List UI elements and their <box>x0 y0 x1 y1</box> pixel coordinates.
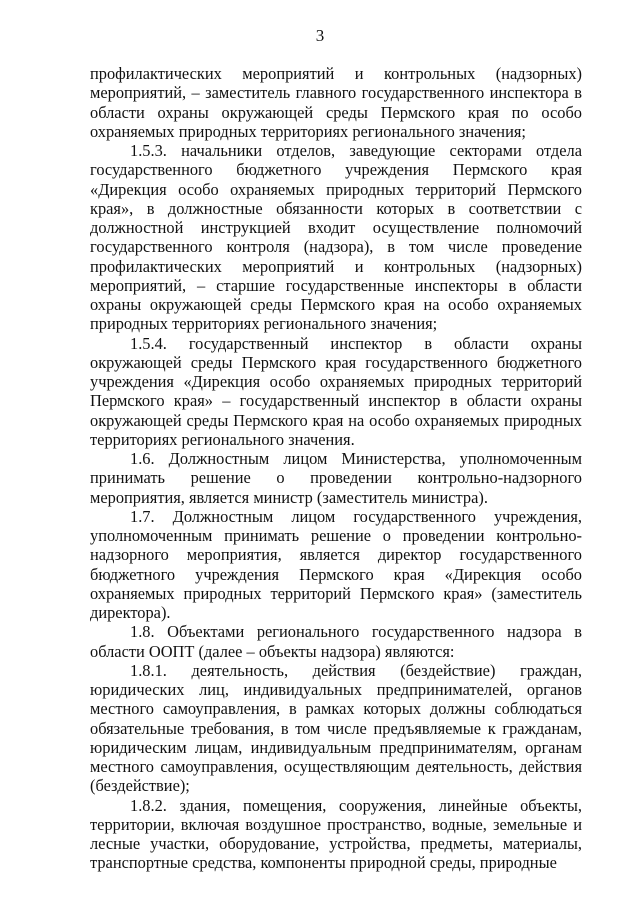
paragraph-1-5-3: 1.5.3. начальники отделов, заведующие секторами отдела государственного бюджетного учреждения Пермского края «Дирекция особо охраняемых природных территорий Пермского края», в должностные обязанности которых в соответствии с должностной инструкцией входит осуществление полномочий государственного контроля (надзора), в том числе проведение профилактических мероприятий и контрольных (надзорных) мероприятий, – старшие государственные инспекторы в области охраны окружающей среды Пермского края на особо охраняемых природных территориях регионального значения; <box>90 141 582 334</box>
document-body <box>90 64 582 873</box>
paragraph-1-8: 1.8. Объектами регионального государственного надзора в области ООПТ (далее – объекты надзора) являются: <box>90 622 582 661</box>
paragraph-1-6: 1.6. Должностным лицом Министерства, уполномоченным принимать решение о проведении контрольно-надзорного мероприятия, является министр (заместитель министра). <box>90 449 582 507</box>
page-number: 3 <box>315 26 325 45</box>
paragraph-1-8-2: 1.8.2. здания, помещения, сооружения, линейные объекты, территории, включая воздушное пространство, водные, земельные и лесные участки, оборудование, устройства, предметы, материалы, транспортные средства, компоненты природной среды, природные <box>90 795 582 873</box>
paragraph-1-7: 1.7. Должностным лицом государственного учреждения, уполномоченным принимать решение о проведении контрольно-надзорного мероприятия, является директор государственного бюджетного учреждения Пермского края «Дирекция особо охраняемых природных территорий Пермского края» (заместитель директора). <box>90 506 582 622</box>
paragraph-continuation: профилактических мероприятий и контрольных (надзорных) мероприятий, – заместитель главного государственного инспектора в области охраны окружающей среды Пермского края по особо охраняемых природных территориях регионального значения; <box>90 64 582 141</box>
paragraph-1-5-4: 1.5.4. государственный инспектор в области охраны окружающей среды Пермского края государственного бюджетного учреждения «Дирекция особо охраняемых природных территорий Пермского края» – государственный инспектор в области охраны окружающей среды Пермского края на особо охраняемых природных территориях регионального значения. <box>90 333 582 449</box>
paragraph-1-8-1: 1.8.1. деятельность, действия (бездействие) граждан, юридических лиц, индивидуальных предпринимателей, органов местного самоуправления, в рамках которых должны соблюдаться обязательные требования, в том числе предъявляемые к гражданам, юридическим лицам, индивидуальным предпринимателям, органам местного самоуправления, осуществляющим деятельность, действия (бездействие); <box>90 660 582 796</box>
